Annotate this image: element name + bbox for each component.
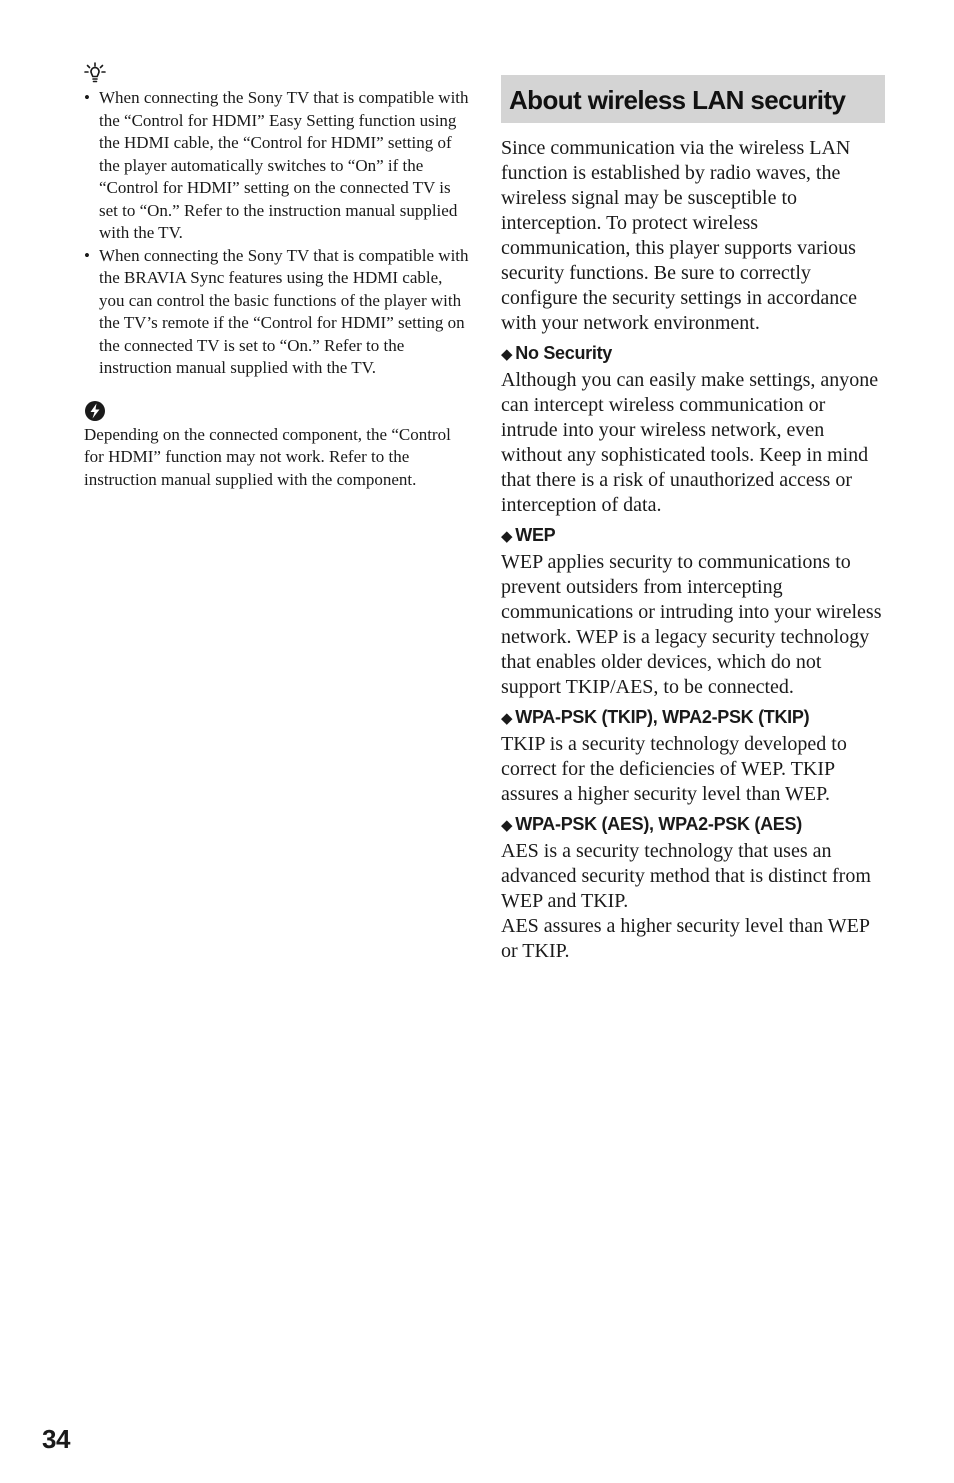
- security-item: [501, 813, 885, 964]
- security-item-title-text: No Security: [515, 343, 612, 363]
- page-number: 34: [42, 1424, 70, 1454]
- tip-text: When connecting the Sony TV that is compatible with the BRAVIA Sync features using the HDMI cable, you can control the basic functions of the player with the TV’s remote if the “Control for HDMI” setting on the connected TV is set to “On.” Refer to the instruction manual supplied with the TV.: [99, 245, 469, 377]
- lightbulb-icon: [84, 62, 106, 84]
- security-item: [501, 524, 885, 700]
- section-heading: About wireless LAN security: [501, 75, 885, 123]
- caution-icon: [84, 400, 106, 422]
- diamond-icon: ◆: [501, 346, 513, 363]
- tip-item: [84, 245, 469, 380]
- security-item-title: [501, 813, 885, 837]
- diamond-icon: ◆: [501, 528, 513, 545]
- diamond-icon: ◆: [501, 710, 513, 727]
- security-item-title-text: WEP: [515, 525, 556, 545]
- security-item-title: [501, 706, 885, 730]
- security-item-text: AES is a security technology that uses an advanced security method that is distinct from WEP and TKIP.: [501, 840, 871, 912]
- bullet-mark: •: [84, 245, 90, 265]
- tip-text: When connecting the Sony TV that is compatible with the “Control for HDMI” Easy Setting function using the HDMI cable, the “Control for HDMI” setting of the player automatically switches to “On” if the “Control for HDMI” setting on the connected TV is set to “On.” Refer to the instruction manual supplied with the TV.: [99, 88, 469, 242]
- security-item-text: Although you can easily make settings, anyone can intercept wireless communication or intrude into your wireless network, even without any sophisticated tools. Keep in mind that there is a risk of unauthorized access or interception of data.: [501, 369, 879, 516]
- security-item-title: [501, 342, 885, 366]
- security-item-text: AES assures a higher security level than WEP or TKIP.: [501, 915, 870, 962]
- left-column: [84, 62, 469, 491]
- security-item: [501, 706, 885, 807]
- diamond-icon: ◆: [501, 817, 513, 834]
- security-item-title: [501, 524, 885, 548]
- right-column: [501, 75, 885, 964]
- intro-paragraph: Since communication via the wireless LAN function is established by radio waves, the wireless signal may be susceptible to interception. To protect wireless communication, this player supports various security functions. Be sure to correctly configure the security settings in accordance with your network environment.: [501, 137, 857, 334]
- security-item-title-text: WPA-PSK (AES), WPA2-PSK (AES): [515, 814, 802, 834]
- bullet-mark: •: [84, 88, 90, 107]
- security-item-text: TKIP is a security technology developed to correct for the deficiencies of WEP. TKIP assures a higher security level than WEP.: [501, 733, 847, 805]
- security-item-title-text: WPA-PSK (TKIP), WPA2-PSK (TKIP): [515, 707, 810, 727]
- security-item: [501, 342, 885, 518]
- security-item-text: WEP applies security to communications to prevent outsiders from intercepting communications or intruding into your wireless network. WEP is a legacy security technology that enables older devices, which do not support TKIP/AES, to be connected.: [501, 551, 882, 698]
- tip-item: [84, 87, 469, 245]
- caution-text: Depending on the connected component, the “Control for HDMI” function may not work. Refer to the instruction manual supplied with the component.: [84, 424, 451, 489]
- tips-list: [84, 87, 469, 380]
